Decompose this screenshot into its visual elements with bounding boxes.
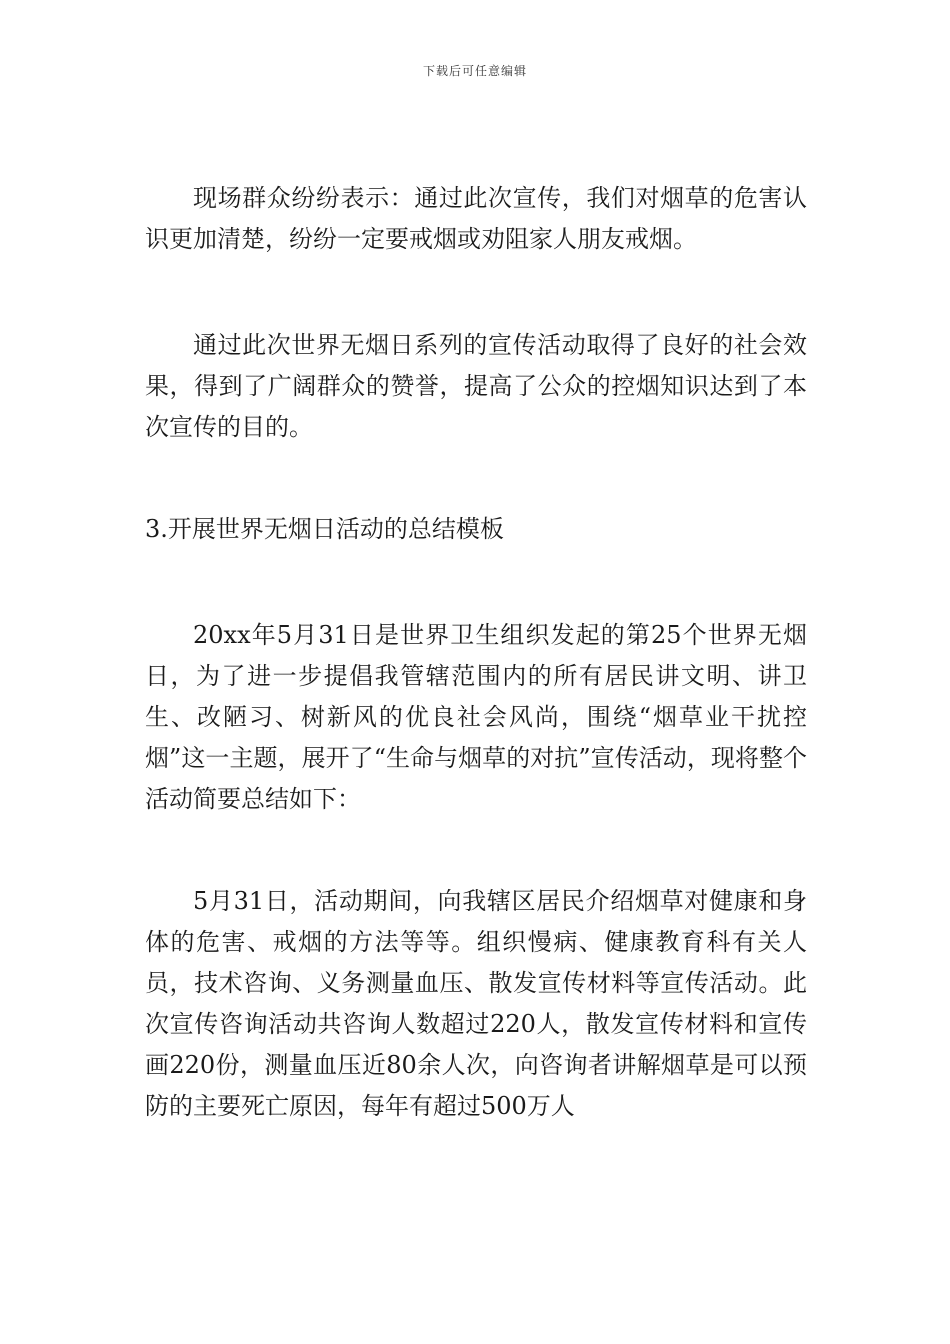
document-body bbox=[145, 178, 807, 1127]
page-header: 下载后可任意编辑 bbox=[422, 64, 527, 78]
paragraph-introduction: 20xx年5月31日是世界卫生组织发起的第25个世界无烟日，为了进一步提倡我管辖范围内的所有居民讲文明、讲卫生、改陋习、树新风的优良社会风尚，围绕“烟草业干扰控烟”这一主题，展开了“生命与烟草的对抗”宣传活动，现将整个活动简要总结如下： bbox=[145, 621, 807, 813]
section-heading: 3.开展世界无烟日活动的总结模板 bbox=[145, 515, 504, 543]
paragraph-public-response: 现场群众纷纷表示：通过此次宣传，我们对烟草的危害认识更加清楚，纷纷一定要戒烟或劝阻家人朋友戒烟。 bbox=[145, 184, 807, 253]
paragraph-activity-details: 5月31日，活动期间，向我辖区居民介绍烟草对健康和身体的危害、戒烟的方法等等。组织慢病、健康教育科有关人员，技术咨询、义务测量血压、散发宣传材料等宣传活动。此次宣传咨询活动共咨询人数超过220人，散发宣传材料和宣传画220份，测量血压近80余人次，向咨询者讲解烟草是可以预防的主要死亡原因，每年有超过500万人 bbox=[145, 887, 807, 1120]
paragraph-campaign-effect: 通过此次世界无烟日系列的宣传活动取得了良好的社会效果，得到了广阔群众的赞誉，提高了公众的控烟知识达到了本次宣传的目的。 bbox=[145, 331, 807, 441]
